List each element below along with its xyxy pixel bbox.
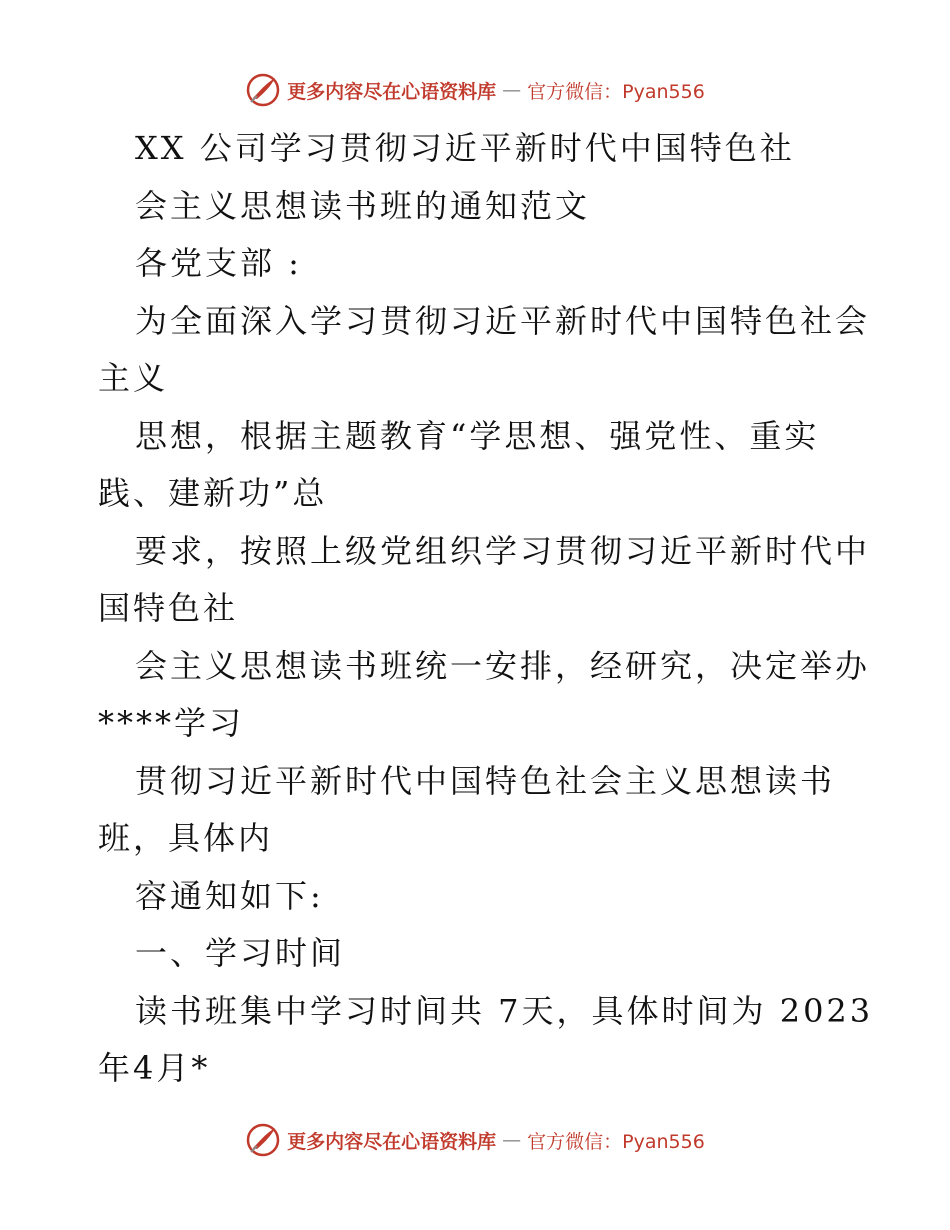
- watermark-brand: 更多内容尽在心语资料库: [287, 80, 497, 103]
- doc-line: 年4月*: [98, 1049, 211, 1087]
- doc-line: 要求，按照上级党组织学习贯彻习近平新时代中: [135, 531, 871, 570]
- doc-line: 贯彻习近平新时代中国特色社会主义思想读书: [135, 761, 836, 800]
- watermark-contact: 官方微信：Pyan556: [527, 1130, 705, 1153]
- watermark-contact: 官方微信：Pyan556: [527, 80, 705, 103]
- doc-line: 容通知如下:: [135, 876, 324, 915]
- doc-line: 践、建新功”总: [98, 474, 328, 512]
- quill-logo-icon: [245, 72, 281, 108]
- section-heading: 一、学习时间: [135, 934, 346, 972]
- doc-line: 会主义思想读书班统一安排，经研究，决定举办: [135, 646, 871, 685]
- doc-line: 班，具体内: [98, 819, 274, 857]
- doc-line: 为全面深入学习贯彻习近平新时代中国特色社会: [135, 301, 871, 340]
- doc-line: 主义: [98, 359, 169, 397]
- header-watermark: [0, 70, 950, 110]
- doc-line: 会主义思想读书班的通知范文: [135, 186, 591, 225]
- doc-line: ****学习: [98, 704, 245, 742]
- doc-line: 国特色社: [98, 589, 239, 627]
- watermark-separator: —: [502, 79, 522, 101]
- doc-line: XX 公司学习贯彻习近平新时代中国特色社: [135, 129, 795, 167]
- quill-logo-icon: [245, 1122, 281, 1158]
- document-body: [98, 120, 874, 1098]
- doc-line: 思想，根据主题教育“学思想、强党性、重实: [135, 416, 820, 455]
- doc-line: 各党支部 :: [135, 244, 302, 282]
- doc-line: 读书班集中学习时间共 7天，具体时间为 2023: [135, 991, 874, 1030]
- watermark-brand: 更多内容尽在心语资料库: [287, 1130, 497, 1153]
- watermark-separator: —: [502, 1129, 522, 1151]
- footer-watermark: [0, 1120, 950, 1160]
